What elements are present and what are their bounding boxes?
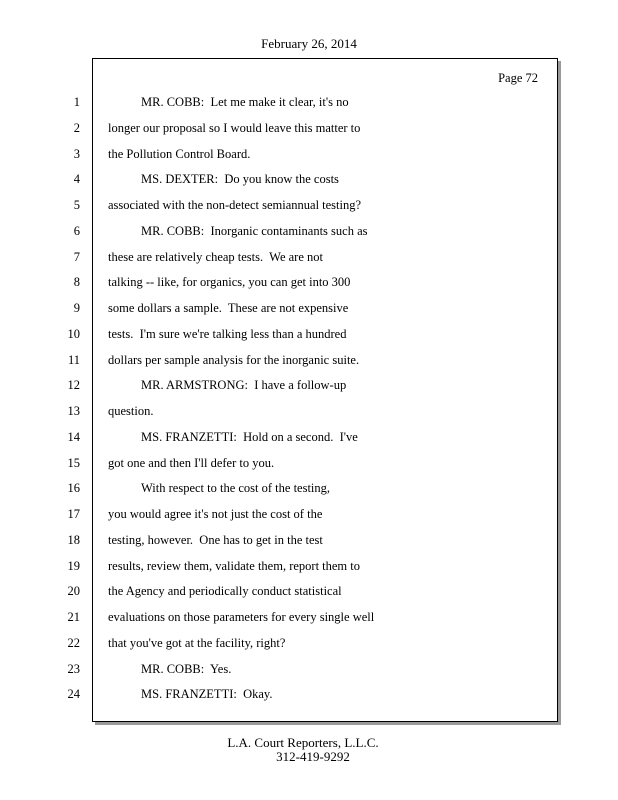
line-number: 13: [67, 404, 80, 418]
transcript-line: testing, however. One has to get in the test: [108, 533, 323, 547]
line-number: 4: [73, 172, 80, 186]
transcript-line: MR. COBB: Let me make it clear, it's no: [141, 95, 349, 109]
transcript-line: MS. FRANZETTI: Hold on a second. I've: [141, 430, 358, 444]
footer-company: L.A. Court Reporters, L.L.C.: [227, 735, 379, 750]
line-number: 7: [73, 250, 80, 264]
line-number: 21: [67, 610, 80, 624]
transcript-date: February 26, 2014: [261, 36, 357, 51]
transcript-line: the Agency and periodically conduct statistical: [108, 584, 342, 598]
transcript-line: question.: [108, 404, 154, 418]
line-number: 5: [73, 198, 80, 212]
transcript-line: these are relatively cheap tests. We are not: [108, 250, 323, 264]
transcript-line: evaluations on those parameters for every single well: [108, 610, 375, 624]
line-number: 8: [73, 275, 80, 289]
line-number: 3: [73, 147, 80, 161]
line-number: 9: [73, 301, 80, 315]
line-number: 23: [67, 662, 80, 676]
transcript-line: some dollars a sample. These are not expensive: [108, 301, 349, 315]
line-number: 16: [67, 481, 80, 495]
transcript-line: associated with the non-detect semiannual testing?: [108, 198, 362, 212]
line-number: 18: [67, 533, 80, 547]
page-number: Page 72: [498, 71, 538, 85]
line-number: 10: [67, 327, 80, 341]
transcript-line: tests. I'm sure we're talking less than a hundred: [108, 327, 347, 341]
transcript-line: MS. DEXTER: Do you know the costs: [141, 172, 339, 186]
line-number: 15: [67, 456, 80, 470]
transcript-line: MR. COBB: Inorganic contaminants such as: [141, 224, 368, 238]
transcript-line: longer our proposal so I would leave this matter to: [108, 121, 361, 135]
transcript-line: you would agree it's not just the cost of the: [108, 507, 323, 521]
transcript-line: talking -- like, for organics, you can get into 300: [108, 275, 351, 289]
line-number: 19: [67, 559, 80, 573]
line-number: 20: [67, 584, 80, 598]
transcript-line: MR. COBB: Yes.: [141, 662, 232, 676]
transcript-line: results, review them, validate them, report them to: [108, 559, 361, 573]
footer-phone: 312-419-9292: [276, 749, 350, 764]
transcript-line: dollars per sample analysis for the inorganic suite.: [108, 353, 360, 367]
transcript-line: With respect to the cost of the testing,: [141, 481, 331, 495]
line-number: 24: [67, 687, 80, 701]
line-number: 12: [67, 378, 80, 392]
line-number: 14: [67, 430, 80, 444]
line-number: 6: [73, 224, 80, 238]
line-number: 1: [73, 95, 80, 109]
transcript-line: MR. ARMSTRONG: I have a follow-up: [141, 378, 347, 392]
line-number: 22: [67, 636, 80, 650]
line-number: 2: [73, 121, 80, 135]
line-number: 11: [67, 353, 80, 367]
transcript-line: that you've got at the facility, right?: [108, 636, 286, 650]
transcript-line: the Pollution Control Board.: [108, 147, 251, 161]
line-number: 17: [67, 507, 80, 521]
transcript-line: got one and then I'll defer to you.: [108, 456, 275, 470]
transcript-line: MS. FRANZETTI: Okay.: [141, 687, 273, 701]
